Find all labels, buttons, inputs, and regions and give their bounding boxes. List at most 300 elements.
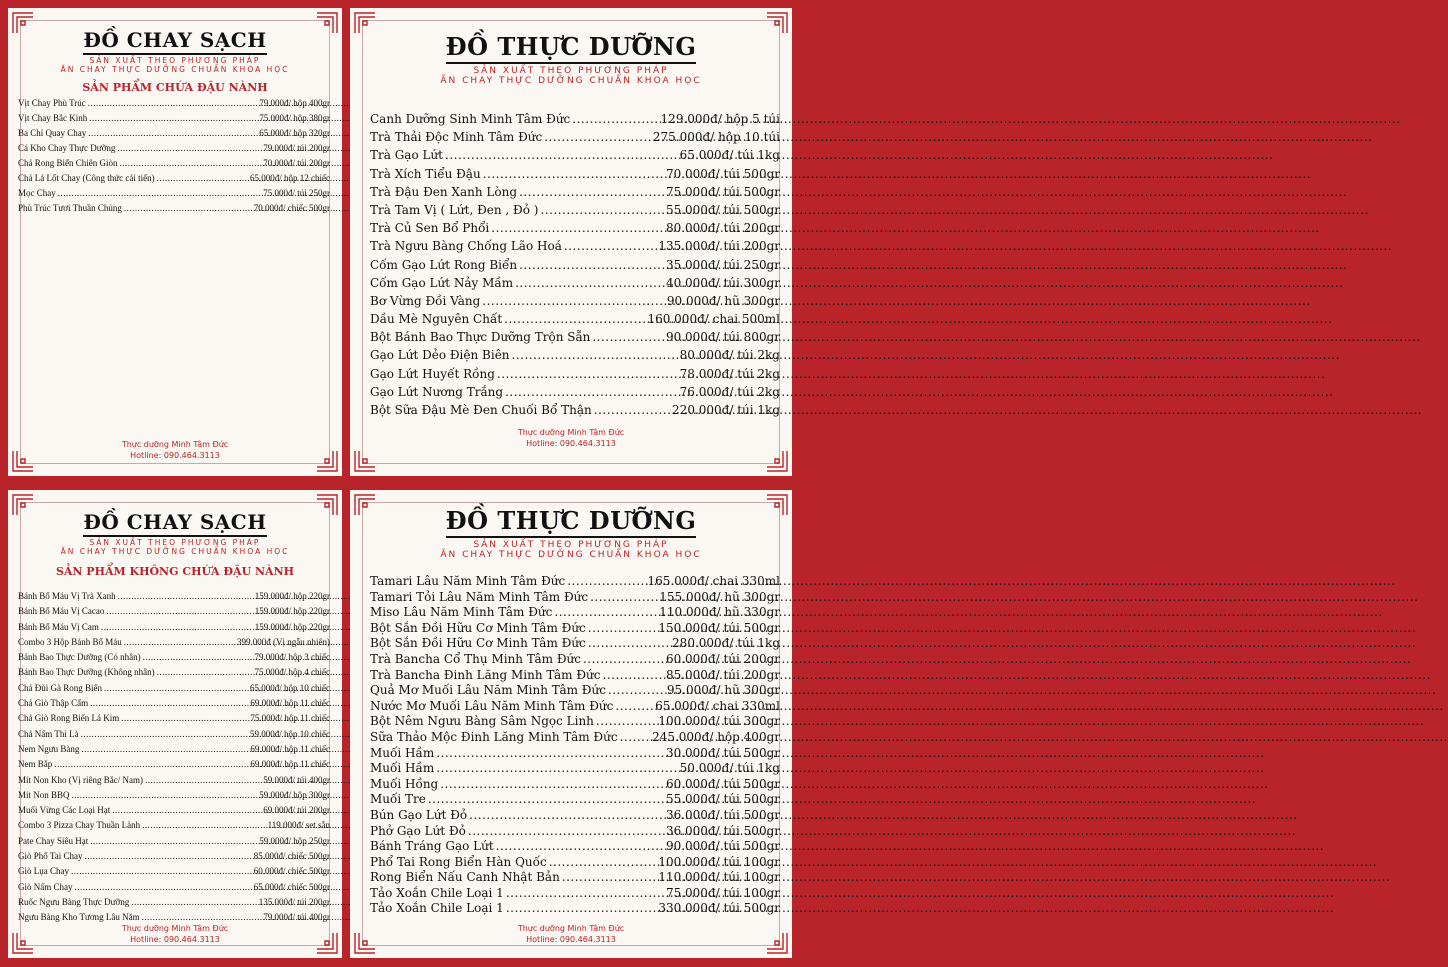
list-item bbox=[370, 808, 780, 824]
dot-leader bbox=[71, 864, 252, 879]
item-name: Chả Rong Biển Chiên Giòn bbox=[18, 158, 118, 168]
panel-title: ĐỒ CHAY SẠCH bbox=[8, 28, 342, 52]
item-name: Combo 3 Pizza Chay Thuần Lành bbox=[18, 820, 141, 831]
item-price: 76.000đ/ túi 2kg bbox=[679, 384, 780, 399]
corner-ornament-icon bbox=[354, 450, 376, 472]
item-price: 90.000đ/ túi 800gr bbox=[665, 330, 780, 345]
item-name: Chả Đùi Gà Rong Biển bbox=[18, 682, 102, 693]
list-item bbox=[370, 870, 780, 886]
dot-leader bbox=[106, 604, 252, 619]
dot-leader bbox=[564, 237, 656, 255]
item-price: 275.000đ/ hộp 10 túi bbox=[652, 130, 780, 145]
item-name: Ngưu Bàng Kho Tương Lâu Năm bbox=[18, 912, 140, 923]
dot-leader bbox=[101, 620, 253, 635]
item-price: 36.000đ/ túi 500gr bbox=[665, 807, 780, 822]
list-item bbox=[18, 681, 330, 696]
list-item bbox=[18, 895, 330, 910]
footer-brand: Thực dưỡng Minh Tâm Đức bbox=[517, 924, 625, 933]
dot-leader bbox=[519, 256, 664, 274]
item-name: Trà Tam Vị ( Lứt, Đen , Đỏ ) bbox=[370, 202, 539, 217]
item-price: 75.000đ/ túi 250gr bbox=[263, 188, 330, 198]
item-price: 70.000đ/ túi 500gr bbox=[665, 166, 780, 181]
list-item bbox=[18, 696, 330, 711]
dot-leader bbox=[505, 383, 678, 401]
dot-leader bbox=[120, 156, 262, 171]
corner-ornament-icon bbox=[766, 450, 788, 472]
dot-leader bbox=[88, 96, 257, 111]
dot-leader bbox=[608, 683, 665, 699]
list-item bbox=[370, 636, 780, 652]
item-name: Trà Củ Sen Bổ Phổi bbox=[370, 221, 490, 236]
list-item bbox=[370, 824, 780, 840]
item-name: Muối Vừng Các Loại Hạt bbox=[18, 805, 111, 816]
item-price: 110.000đ/ hũ 330gr bbox=[659, 605, 780, 620]
item-name: Miso Lâu Năm Minh Tâm Đức bbox=[370, 605, 553, 620]
item-name: Giò Phổ Tai Chay bbox=[18, 851, 83, 862]
item-price: 30.000đ/ túi 500gr bbox=[665, 745, 780, 760]
menu-panel-soy-free-products bbox=[8, 490, 342, 958]
item-price: 36.000đ/ túi 500gr bbox=[665, 823, 780, 838]
item-price: 330.000đ/ túi 500gr bbox=[658, 901, 780, 916]
list-item bbox=[370, 201, 780, 219]
item-price: 50.000đ/ túi 1kg bbox=[679, 761, 780, 776]
list-item bbox=[370, 128, 780, 146]
item-name: Chả Nấm Thì Là bbox=[18, 728, 79, 739]
item-price: 65.000đ/ túi 1kg bbox=[679, 148, 780, 163]
panel-subtitle-line1: SẢN XUẤT THEO PHƯƠNG PHÁP bbox=[473, 540, 669, 550]
item-name: Bánh Bổ Máu Vị Cam bbox=[18, 621, 99, 632]
item-price: 280.000đ/ túi 1kg bbox=[672, 636, 780, 651]
dot-leader bbox=[436, 761, 677, 777]
dot-leader bbox=[504, 310, 645, 328]
item-price: 95.000đ/ hũ 300gr bbox=[666, 683, 780, 698]
list-item bbox=[370, 346, 780, 364]
item-price: 65.000đ/ chai 330ml bbox=[655, 698, 780, 713]
list-item bbox=[370, 746, 780, 762]
item-name: Trà Thải Độc Minh Tâm Đức bbox=[370, 130, 543, 145]
dot-leader bbox=[445, 146, 678, 164]
list-item bbox=[18, 589, 330, 604]
dot-leader bbox=[124, 201, 252, 216]
dot-leader bbox=[90, 696, 248, 711]
list-item bbox=[370, 730, 780, 746]
item-name: Dầu Mè Nguyên Chất bbox=[370, 312, 503, 327]
item-price: 79.000đ/ túi 200gr bbox=[263, 143, 330, 153]
footer-brand: Thực dưỡng Minh Tâm Đức bbox=[517, 428, 625, 437]
item-price: 129.000đ/ hộp 5 túi bbox=[660, 112, 780, 126]
list-item bbox=[370, 310, 780, 328]
dot-leader bbox=[491, 219, 664, 237]
item-price: 75.000đ/ túi 100gr bbox=[665, 885, 780, 900]
item-name: Bột Nêm Ngưu Bàng Sâm Ngọc Linh bbox=[370, 714, 594, 729]
dot-leader bbox=[54, 757, 248, 772]
item-price: 110.000đ/ túi 100gr bbox=[658, 870, 780, 885]
product-list bbox=[370, 110, 780, 419]
item-name: Trà Bancha Cổ Thụ Minh Tâm Đức bbox=[370, 651, 581, 666]
item-name: Mít Non Kho (Vị riêng Bắc/ Nam) bbox=[18, 774, 143, 785]
item-name: Vịt Chay Bắc Kinh bbox=[18, 113, 88, 123]
item-name: Bột Sắn Đồi Hữu Cơ Minh Tâm Đức bbox=[370, 636, 586, 651]
dot-leader bbox=[549, 855, 657, 871]
item-name: Pate Chay Siêu Hạt bbox=[18, 835, 89, 846]
item-name: Gạo Lứt Huyết Rồng bbox=[370, 366, 495, 381]
dot-leader bbox=[72, 788, 258, 803]
list-item bbox=[18, 834, 330, 849]
item-price: 78.000đ/ túi 2kg bbox=[679, 366, 780, 381]
dot-leader bbox=[121, 711, 248, 726]
list-item bbox=[18, 849, 330, 864]
dot-leader bbox=[145, 773, 261, 788]
item-price: 165.000đ/ chai 330ml bbox=[647, 574, 780, 588]
list-item bbox=[18, 742, 330, 757]
dot-leader bbox=[75, 880, 252, 895]
item-price: 35.000đ/ túi 250gr bbox=[665, 257, 780, 272]
item-price: 59.000đ/ túi 400gr bbox=[263, 774, 330, 785]
list-item bbox=[18, 864, 330, 879]
item-price: 40.000đ/ túi 300gr bbox=[665, 275, 780, 290]
list-item bbox=[18, 650, 330, 665]
dot-leader bbox=[468, 824, 664, 840]
list-item bbox=[370, 777, 780, 793]
dot-leader bbox=[428, 792, 664, 808]
list-item bbox=[18, 126, 330, 141]
item-price: 159.000đ/ hộp 220gr bbox=[254, 591, 330, 601]
item-price: 100.000đ/ túi 100gr bbox=[658, 854, 780, 869]
item-price: 69.000đ/ hộp 11 chiếc bbox=[250, 759, 330, 770]
list-item bbox=[370, 365, 780, 383]
list-item bbox=[370, 792, 780, 808]
item-name: Canh Dưỡng Sinh Minh Tâm Đức bbox=[370, 112, 571, 126]
list-item bbox=[370, 219, 780, 237]
list-item bbox=[370, 237, 780, 255]
section-heading: SẢN PHẨM KHÔNG CHỨA ĐẬU NÀNH bbox=[55, 565, 295, 579]
item-price: 75.000đ/ hộp 11 chiếc bbox=[250, 713, 330, 724]
panel-subtitle-line2: ĂN CHAY THỰC DƯỠNG CHUẨN KHOA HỌC bbox=[440, 76, 702, 87]
dot-leader bbox=[567, 574, 645, 590]
footer-brand: Thực dưỡng Minh Tâm Đức bbox=[121, 924, 229, 933]
item-name: Muối Hầm bbox=[370, 761, 435, 776]
item-name: Phở Gạo Lứt Đỏ bbox=[370, 823, 466, 838]
panel-subtitle-line1: SẢN XUẤT THEO PHƯƠNG PHÁP bbox=[89, 56, 261, 65]
section-heading: SẢN PHẨM CHỨA ĐẬU NÀNH bbox=[82, 81, 268, 95]
item-price: 79.000đ/ túi 400gr bbox=[263, 912, 330, 923]
dot-leader bbox=[81, 742, 248, 757]
list-item bbox=[18, 186, 330, 201]
list-item bbox=[370, 714, 780, 730]
item-name: Bột Sắn Đồi Hữu Cơ Minh Tâm Đức bbox=[370, 620, 586, 635]
list-item bbox=[18, 96, 330, 111]
list-item bbox=[370, 901, 780, 917]
item-name: Cốm Gạo Lứt Rong Biển bbox=[370, 257, 518, 272]
item-name: Giò Lụa Chay bbox=[18, 866, 69, 877]
item-price: 119.000đ/ set sẵn bbox=[267, 820, 330, 831]
dot-leader bbox=[519, 183, 664, 201]
menu-panel-macrobiotic-1 bbox=[350, 8, 792, 476]
item-name: Tảo Xoắn Chile Loại 1 bbox=[370, 901, 504, 916]
item-price: 90.000đ/ hũ 300gr bbox=[666, 293, 780, 308]
item-name: Gạo Lứt Dẻo Điện Biên bbox=[370, 348, 510, 363]
list-item bbox=[370, 146, 780, 164]
dot-leader bbox=[554, 605, 657, 621]
dot-leader bbox=[440, 777, 664, 793]
item-name: Nước Mơ Muối Lâu Năm Minh Tâm Đức bbox=[370, 698, 614, 713]
product-list bbox=[18, 589, 330, 926]
item-price: 65.000đ/ hộp 320gr bbox=[259, 128, 330, 138]
list-item bbox=[370, 839, 780, 855]
item-name: Nem Bắp bbox=[18, 759, 53, 770]
panel-subtitle-line2: ĂN CHAY THỰC DƯỠNG CHUẨN KHOA HỌC bbox=[60, 546, 290, 556]
list-item bbox=[370, 110, 780, 128]
dot-leader bbox=[58, 186, 262, 201]
item-price: 245.000đ/ hộp 400gr bbox=[652, 729, 780, 744]
dot-leader bbox=[497, 365, 678, 383]
item-name: Muối Tre bbox=[370, 792, 426, 807]
dot-leader bbox=[540, 201, 663, 219]
list-item bbox=[18, 156, 330, 171]
item-name: Bơ Vừng Đồi Vàng bbox=[370, 293, 481, 308]
item-name: Trà Ngưu Bàng Chống Lão Hoá bbox=[370, 239, 562, 254]
list-item bbox=[18, 803, 330, 818]
dot-leader bbox=[588, 636, 670, 652]
item-name: Quả Mơ Muối Lâu Năm Minh Tâm Đức bbox=[370, 683, 606, 698]
item-price: 220.000đ/ túi 1kg bbox=[672, 403, 780, 417]
item-name: Bánh Bổ Máu Vị Cacao bbox=[18, 606, 105, 617]
list-item bbox=[370, 274, 780, 292]
item-price: 100.000đ/ túi 300gr bbox=[658, 714, 780, 729]
item-name: Chả Giò Rong Biển Lá Kim bbox=[18, 713, 120, 724]
list-item bbox=[370, 699, 780, 715]
item-price: 75.000đ/ túi 500gr bbox=[665, 184, 780, 199]
dot-leader bbox=[117, 141, 261, 156]
item-price: 155.000đ/ hũ 300gr bbox=[659, 589, 780, 604]
dot-leader bbox=[512, 346, 678, 364]
list-item bbox=[18, 773, 330, 788]
item-price: 135.000đ/ túi 200gr bbox=[658, 239, 780, 254]
item-name: Combo 3 Hộp Bánh Bổ Máu bbox=[18, 636, 122, 647]
item-price: 79.000đ/ hộp 400gr bbox=[259, 98, 330, 108]
item-name: Sữa Thảo Mộc Đinh Lăng Minh Tâm Đức bbox=[370, 729, 618, 744]
item-price: 70.000đ/ túi 200gr bbox=[263, 158, 330, 168]
dot-leader bbox=[596, 714, 656, 730]
list-item bbox=[370, 165, 780, 183]
item-price: 85.000đ/ túi 200gr bbox=[665, 667, 780, 682]
item-price: 85.000đ/ chiếc 500gr bbox=[253, 851, 330, 862]
item-name: Mọc Chay bbox=[18, 188, 56, 198]
list-item bbox=[370, 668, 780, 684]
item-price: 80.000đ/ túi 2kg bbox=[679, 348, 780, 363]
dot-leader bbox=[90, 834, 257, 849]
item-price: 160.000đ/ chai 500ml bbox=[647, 312, 780, 327]
item-price: 75.000đ/ hộp 380gr bbox=[259, 113, 330, 123]
item-price: 60.000đ/ túi 500gr bbox=[665, 776, 780, 791]
panel-title: ĐỒ CHAY SẠCH bbox=[8, 510, 342, 534]
footer-hotline: Hotline: 090.464.3113 bbox=[526, 934, 616, 944]
dot-leader bbox=[88, 126, 257, 141]
item-name: Phổ Tai Rong Biển Hàn Quốc bbox=[370, 854, 547, 869]
item-name: Bột Sữa Đậu Mè Đen Chuối Bổ Thận bbox=[370, 403, 592, 417]
list-item bbox=[370, 328, 780, 346]
item-name: Rong Biển Nấu Canh Nhật Bản bbox=[370, 870, 560, 885]
item-price: 69.000đ/ hộp 11 chiếc bbox=[250, 743, 330, 754]
list-item bbox=[370, 183, 780, 201]
footer-hotline: Hotline: 090.464.3113 bbox=[130, 450, 220, 460]
list-item bbox=[18, 604, 330, 619]
panel-title: ĐỒ THỰC DƯỠNG bbox=[350, 506, 792, 535]
list-item bbox=[18, 711, 330, 726]
menu-panel-soy-products bbox=[8, 8, 342, 476]
item-name: Muối Hồng bbox=[370, 776, 439, 791]
list-item bbox=[18, 171, 330, 186]
list-item bbox=[18, 788, 330, 803]
item-name: Trà Bancha Đinh Lăng Minh Tâm Đức bbox=[370, 667, 601, 682]
panel-title: ĐỒ THỰC DƯỠNG bbox=[350, 32, 792, 61]
item-price: 59.000đ/ hộp 300gr bbox=[259, 789, 330, 800]
list-item bbox=[370, 855, 780, 871]
item-name: Mít Non BBQ bbox=[18, 789, 70, 800]
item-price: 55.000đ/ túi 500gr bbox=[665, 792, 780, 807]
list-item bbox=[18, 201, 330, 216]
dot-leader bbox=[157, 665, 253, 680]
item-name: Tảo Xoắn Chile Loại 1 bbox=[370, 885, 504, 900]
item-name: Bánh Bổ Máu Vị Trà Xanh bbox=[18, 591, 116, 601]
item-price: 80.000đ/ túi 200gr bbox=[665, 221, 780, 236]
dot-leader bbox=[572, 110, 658, 128]
panel-subtitle-line1: SẢN XUẤT THEO PHƯƠNG PHÁP bbox=[89, 538, 261, 547]
list-item bbox=[370, 574, 780, 590]
dot-leader bbox=[482, 292, 665, 310]
item-price: 159.000đ/ hộp 220gr bbox=[254, 621, 330, 632]
panel-footer bbox=[350, 428, 792, 450]
item-name: Cốm Gạo Lứt Nảy Mầm bbox=[370, 275, 514, 290]
list-item bbox=[18, 727, 330, 742]
footer-hotline: Hotline: 090.464.3113 bbox=[526, 438, 616, 448]
item-name: Chả Lá Lốt Chay (Công thức cải tiến) bbox=[18, 173, 155, 183]
list-item bbox=[370, 761, 780, 777]
panel-footer bbox=[350, 924, 792, 946]
item-price: 65.000đ/ chiếc 500gr bbox=[253, 881, 330, 892]
dot-leader bbox=[104, 681, 248, 696]
item-name: Trà Đậu Đen Xanh Lòng bbox=[370, 184, 517, 199]
list-item bbox=[370, 886, 780, 902]
item-price: 150.000đ/ túi 500gr bbox=[658, 620, 780, 635]
list-item bbox=[18, 620, 330, 635]
item-name: Gạo Lứt Nương Trắng bbox=[370, 384, 504, 399]
dot-leader bbox=[142, 818, 266, 833]
footer-hotline: Hotline: 090.464.3113 bbox=[130, 934, 220, 944]
dot-leader bbox=[131, 895, 257, 910]
dot-leader bbox=[506, 901, 657, 917]
list-item bbox=[370, 652, 780, 668]
product-list bbox=[370, 574, 780, 917]
list-item bbox=[18, 818, 330, 833]
list-item bbox=[18, 757, 330, 772]
dot-leader bbox=[620, 730, 650, 746]
dot-leader bbox=[506, 886, 664, 902]
dot-leader bbox=[594, 401, 670, 419]
list-item bbox=[370, 401, 780, 419]
dot-leader bbox=[84, 849, 251, 864]
item-price: 59.000đ/ hộp 250gr bbox=[259, 835, 330, 846]
item-price: 75.000đ/ hộp 4 chiếc bbox=[254, 667, 330, 678]
dot-leader bbox=[603, 668, 664, 684]
panel-subtitle-line1: SẢN XUẤT THEO PHƯƠNG PHÁP bbox=[473, 66, 669, 76]
list-item bbox=[370, 621, 780, 637]
item-price: 135.000đ/ túi 200gr bbox=[258, 896, 330, 907]
panel-subtitle-line2: ĂN CHAY THỰC DƯỠNG CHUẨN KHOA HỌC bbox=[60, 64, 290, 74]
dot-leader bbox=[112, 803, 261, 818]
item-price: 65.000đ/ hộp 12 chiếc bbox=[250, 173, 330, 183]
item-name: Giò Nấm Chay bbox=[18, 881, 73, 892]
item-name: Bánh Bao Thực Dưỡng (Không nhân) bbox=[18, 667, 155, 678]
dot-leader bbox=[157, 171, 248, 186]
dot-leader bbox=[143, 650, 253, 665]
item-name: Chả Giò Thập Cẩm bbox=[18, 698, 89, 709]
item-name: Tamari Lâu Năm Minh Tâm Đức bbox=[370, 574, 566, 588]
dot-leader bbox=[590, 590, 657, 606]
item-price: 69.000đ/ túi 200gr bbox=[263, 805, 330, 816]
item-name: Phù Trúc Tươi Thuần Chủng bbox=[18, 203, 122, 213]
dot-leader bbox=[583, 652, 664, 668]
item-name: Bột Bánh Bao Thực Dưỡng Trộn Sẵn bbox=[370, 330, 591, 345]
list-item bbox=[370, 605, 780, 621]
item-price: 60.000đ/ túi 200gr bbox=[665, 651, 780, 666]
list-item bbox=[18, 880, 330, 895]
list-item bbox=[18, 111, 330, 126]
item-price: 399.000đ (Vị ngẫu nhiên) bbox=[237, 636, 330, 647]
dot-leader bbox=[496, 839, 664, 855]
dot-leader bbox=[515, 274, 664, 292]
panel-footer bbox=[8, 440, 342, 462]
dot-leader bbox=[615, 699, 653, 715]
item-name: Bánh Tráng Gạo Lứt bbox=[370, 839, 494, 854]
list-item bbox=[370, 256, 780, 274]
item-name: Bún Gạo Lứt Đỏ bbox=[370, 807, 468, 822]
footer-brand: Thực dưỡng Minh Tâm Đức bbox=[121, 440, 229, 449]
item-price: 90.000đ/ túi 500gr bbox=[665, 839, 780, 854]
item-name: Ruốc Ngưu Bàng Thực Dưỡng bbox=[18, 896, 130, 907]
dot-leader bbox=[81, 727, 248, 742]
item-price: 59.000đ/ hộp 10 chiếc bbox=[250, 728, 330, 739]
panel-footer bbox=[8, 924, 342, 946]
dot-leader bbox=[588, 621, 657, 637]
list-item bbox=[18, 141, 330, 156]
item-price: 65.000đ/ hộp 10 chiếc bbox=[250, 682, 330, 693]
dot-leader bbox=[118, 589, 253, 604]
item-name: Cá Kho Chay Thực Dưỡng bbox=[18, 143, 116, 153]
dot-leader bbox=[562, 870, 657, 886]
menu-panel-macrobiotic-2 bbox=[350, 490, 792, 958]
list-item bbox=[370, 590, 780, 606]
dot-leader bbox=[124, 635, 235, 650]
item-name: Trà Gạo Lứt bbox=[370, 148, 444, 163]
list-item bbox=[370, 683, 780, 699]
item-name: Ba Chỉ Quay Chay bbox=[18, 128, 87, 138]
list-item bbox=[18, 665, 330, 680]
dot-leader bbox=[469, 808, 664, 824]
product-list bbox=[18, 96, 330, 216]
item-price: 60.000đ/ chiếc 500gr bbox=[253, 866, 330, 877]
item-price: 159.000đ/ hộp 220gr bbox=[254, 606, 330, 617]
item-name: Nem Ngưu Bàng bbox=[18, 743, 80, 754]
list-item bbox=[18, 635, 330, 650]
dot-leader bbox=[436, 746, 664, 762]
item-price: 55.000đ/ túi 500gr bbox=[665, 202, 780, 217]
item-name: Tamari Tỏi Lâu Năm Minh Tâm Đức bbox=[370, 589, 589, 604]
list-item bbox=[370, 383, 780, 401]
dot-leader bbox=[483, 165, 664, 183]
dot-leader bbox=[544, 128, 651, 146]
item-name: Bánh Bao Thực Dưỡng (Có nhân) bbox=[18, 652, 141, 663]
